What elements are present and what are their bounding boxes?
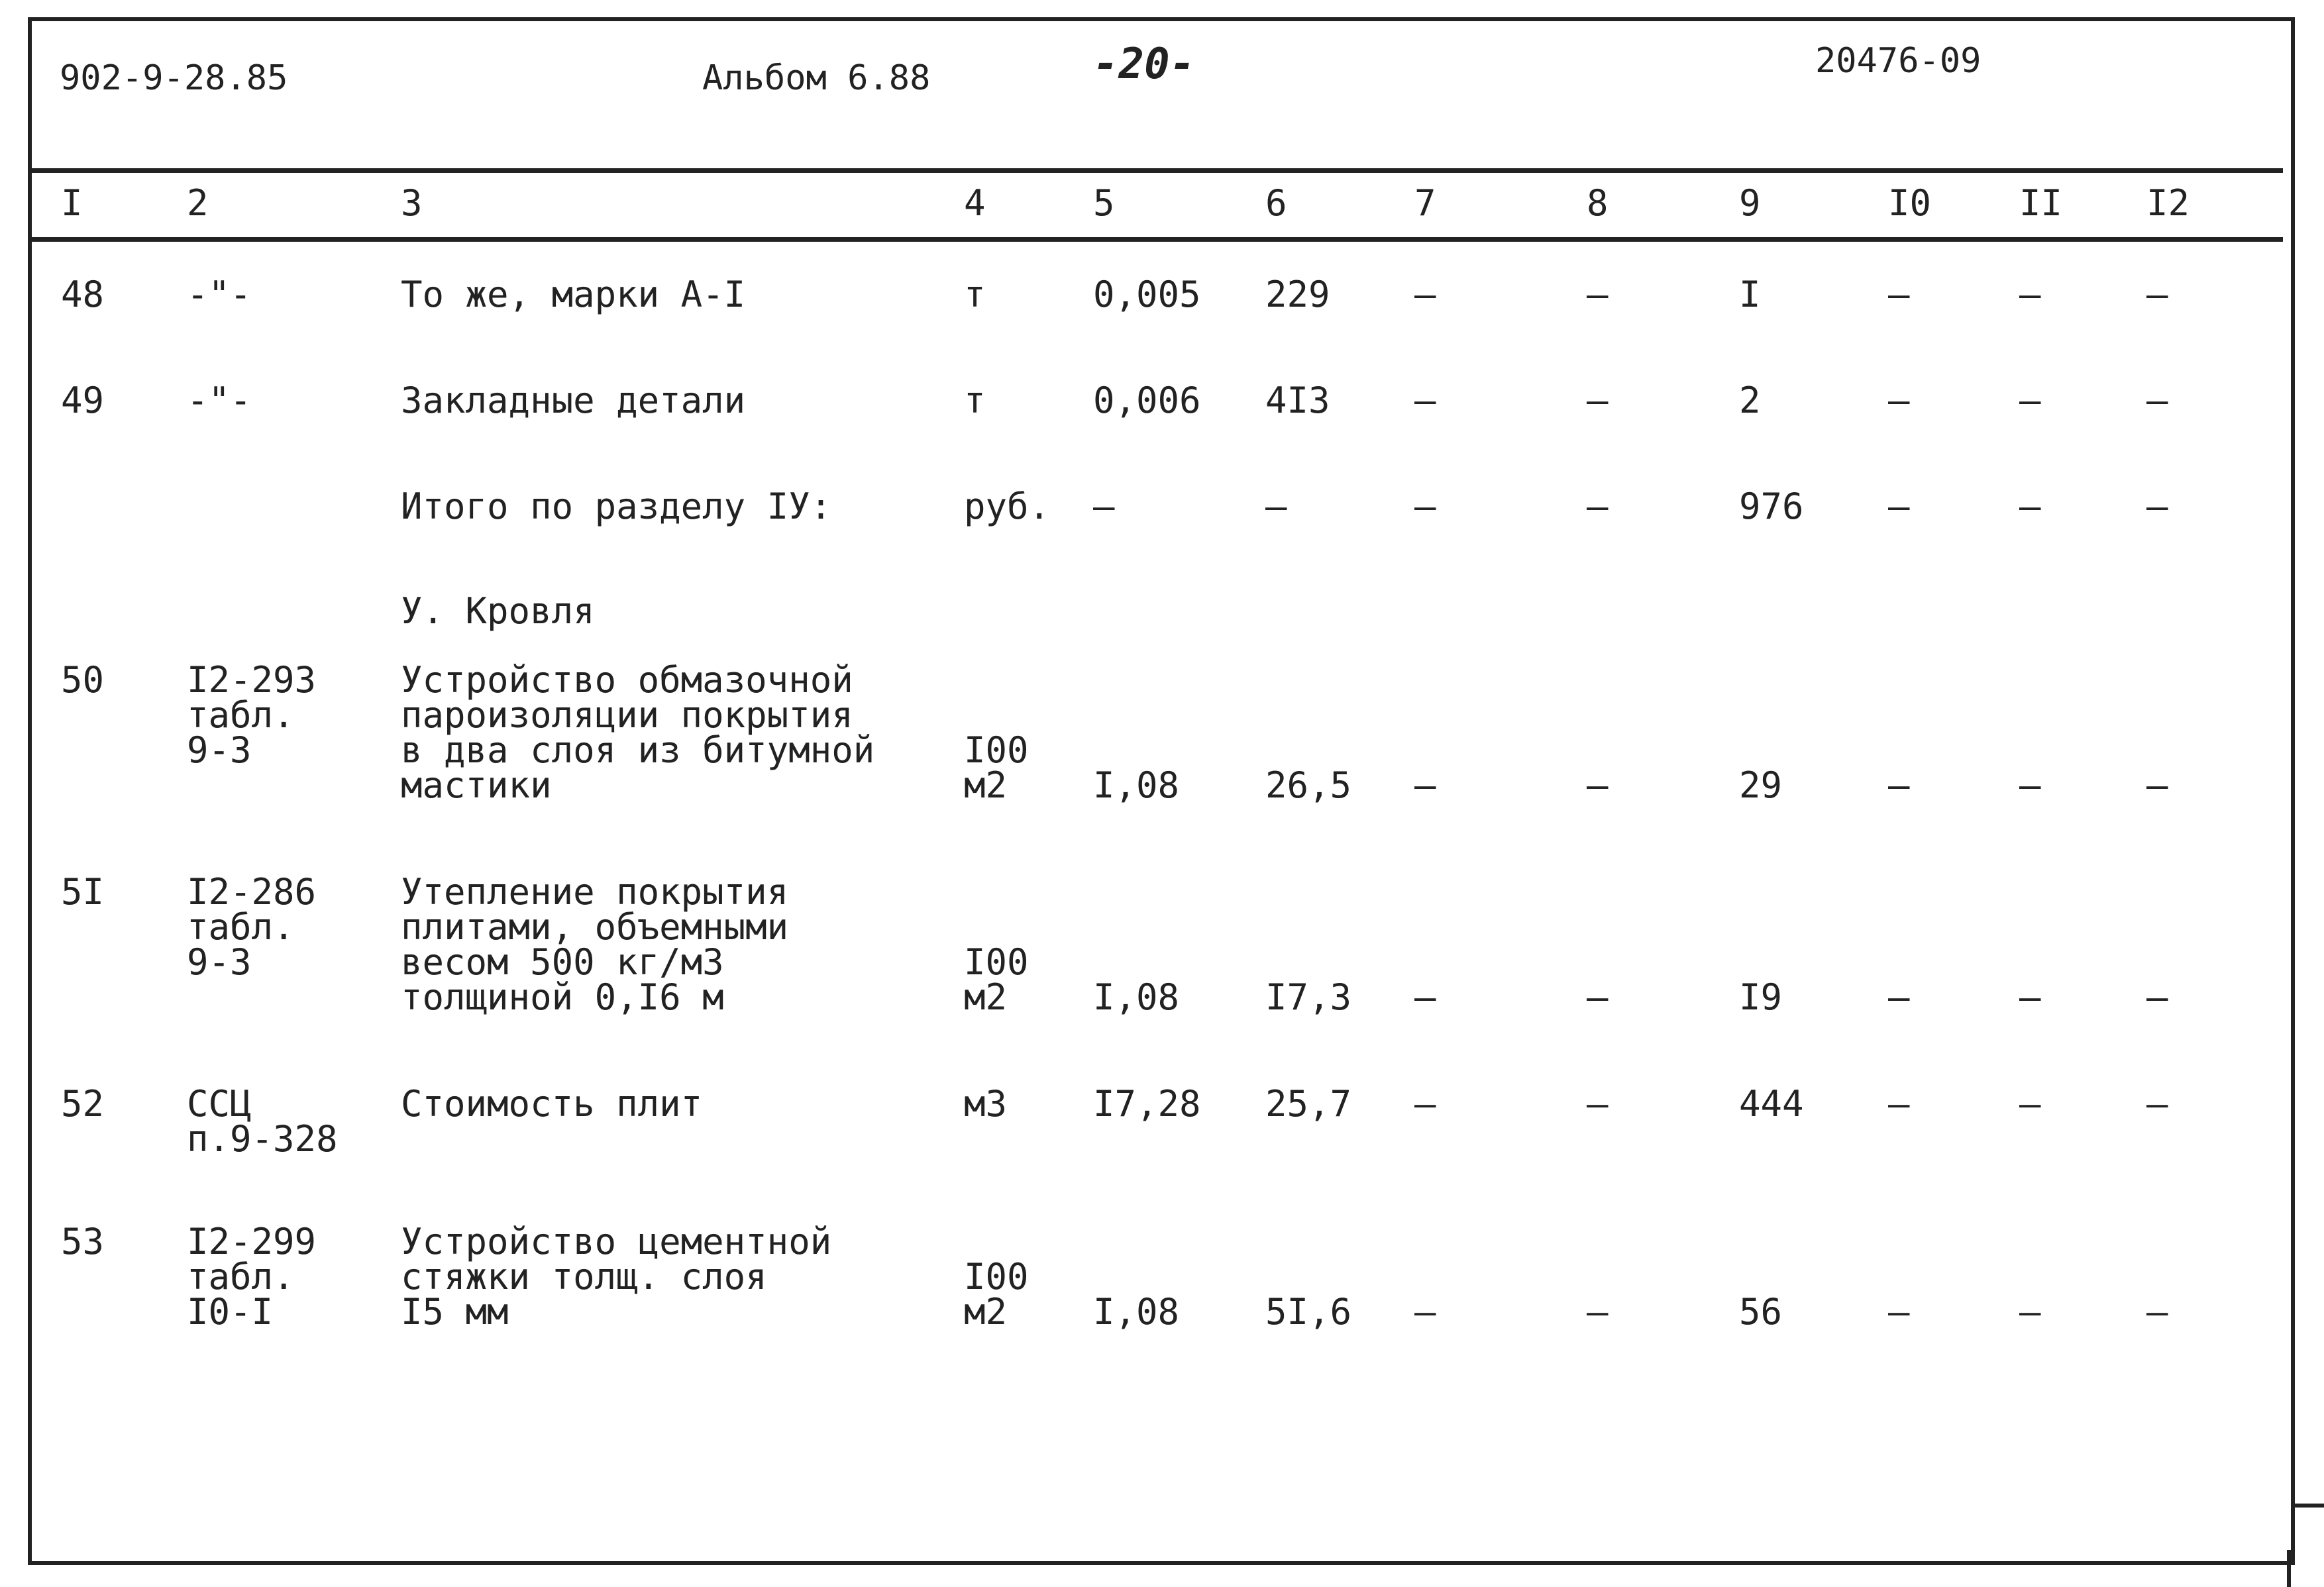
margin-tick-bottom — [2287, 1550, 2291, 1587]
cell-name: Стоимость плит — [401, 1083, 703, 1125]
cell-name: Закладные детали — [401, 380, 746, 421]
cell-c12: – — [2146, 274, 2168, 315]
cell-n: 5I — [61, 871, 105, 913]
cell-c7: – — [1414, 486, 1436, 527]
cell-c11: – — [2019, 380, 2041, 421]
cell-c11: – — [2019, 274, 2041, 315]
cell-c10: – — [1888, 486, 1910, 527]
cell-c12: – — [2146, 1291, 2168, 1333]
cell-c12: – — [2146, 976, 2168, 1018]
cell-ref: I2-299 табл. I0-I — [187, 1221, 317, 1333]
cell-c5: I,08 — [1093, 1291, 1180, 1333]
cell-c10: – — [1888, 976, 1910, 1018]
cell-name: Устройство цементной стяжки толщ. слоя I5 мм — [401, 1221, 832, 1333]
cell-unit: т — [964, 380, 986, 421]
document-code: 902-9-28.85 — [60, 58, 288, 98]
column-header-7: 7 — [1414, 182, 1436, 224]
cell-c6: 26,5 — [1265, 764, 1352, 806]
margin-tick — [2291, 1504, 2324, 1508]
column-header-3: 3 — [401, 182, 423, 224]
cell-c10: – — [1888, 1291, 1910, 1333]
column-header-5: 5 — [1093, 182, 1115, 224]
cell-c6: 25,7 — [1265, 1083, 1352, 1125]
cell-unit: I00 м2 — [964, 729, 1029, 806]
cell-ref: I2-293 табл. 9-3 — [187, 659, 317, 771]
cell-c11: – — [2019, 1291, 2041, 1333]
cell-c11: – — [2019, 486, 2041, 527]
cell-c6: I7,3 — [1265, 976, 1352, 1018]
cell-c9: 444 — [1739, 1083, 1804, 1125]
cell-n: 49 — [61, 380, 105, 421]
cell-c8: – — [1587, 274, 1609, 315]
cell-c8: – — [1587, 1083, 1609, 1125]
cell-c9: I — [1739, 274, 1761, 315]
cell-c7: – — [1414, 976, 1436, 1018]
cell-c8: – — [1587, 1291, 1609, 1333]
cell-name: То же, марки А-I — [401, 274, 746, 315]
cell-c10: – — [1888, 764, 1910, 806]
cell-c6: 4I3 — [1265, 380, 1330, 421]
cell-c5: I,08 — [1093, 976, 1180, 1018]
cell-c7: – — [1414, 1291, 1436, 1333]
cell-ref: I2-286 табл. 9-3 — [187, 871, 317, 983]
cell-c5: I7,28 — [1093, 1083, 1201, 1125]
column-header-1: I — [61, 182, 83, 224]
cell-name: Устройство обмазочной пароизоляции покрытия в два слоя из битумной мастики — [401, 659, 875, 806]
column-header-12: I2 — [2146, 182, 2190, 224]
cell-n: 52 — [61, 1083, 105, 1125]
document-number: 20476-09 — [1815, 41, 1981, 81]
cell-unit: I00 м2 — [964, 941, 1029, 1018]
cell-c9: 56 — [1739, 1291, 1783, 1333]
cell-c6: – — [1265, 486, 1287, 527]
page-number: -20- — [1093, 40, 1196, 89]
column-header-8: 8 — [1587, 182, 1609, 224]
cell-unit: т — [964, 274, 986, 315]
cell-unit: руб. — [964, 486, 1051, 527]
cell-c6: 5I,6 — [1265, 1291, 1352, 1333]
column-header-9: 9 — [1739, 182, 1761, 224]
cell-c9: 29 — [1739, 764, 1783, 806]
cell-c10: – — [1888, 1083, 1910, 1125]
column-header-11: II — [2019, 182, 2063, 224]
cell-c5: 0,006 — [1093, 380, 1201, 421]
album-label: Альбом 6.88 — [702, 58, 931, 98]
cell-c5: I,08 — [1093, 764, 1180, 806]
cell-c10: – — [1888, 380, 1910, 421]
cell-c9: 2 — [1739, 380, 1761, 421]
cell-ref: -"- — [187, 274, 252, 315]
cell-c12: – — [2146, 486, 2168, 527]
header-bottom-rule — [32, 237, 2283, 242]
cell-c7: – — [1414, 380, 1436, 421]
cell-c11: – — [2019, 764, 2041, 806]
cell-c7: – — [1414, 764, 1436, 806]
cell-c12: – — [2146, 380, 2168, 421]
column-header-10: I0 — [1888, 182, 1932, 224]
table-top-rule — [32, 168, 2283, 173]
cell-ref: ССЦ п.9-328 — [187, 1083, 338, 1160]
cell-name: Итого по разделу IУ: — [401, 486, 832, 527]
cell-n: 53 — [61, 1221, 105, 1262]
cell-ref: -"- — [187, 380, 252, 421]
cell-n: 48 — [61, 274, 105, 315]
cell-c7: – — [1414, 1083, 1436, 1125]
cell-c5: – — [1093, 486, 1115, 527]
cell-c8: – — [1587, 486, 1609, 527]
cell-c5: 0,005 — [1093, 274, 1201, 315]
cell-c12: – — [2146, 764, 2168, 806]
cell-name: Утепление покрытия плитами, объемными весом 500 кг/м3 толщиной 0,I6 м — [401, 871, 789, 1018]
cell-unit: I00 м2 — [964, 1256, 1029, 1333]
cell-c10: – — [1888, 274, 1910, 315]
cell-c11: – — [2019, 1083, 2041, 1125]
cell-c9: I9 — [1739, 976, 1783, 1018]
cell-c6: 229 — [1265, 274, 1330, 315]
cell-unit: м3 — [964, 1083, 1008, 1125]
cell-c12: – — [2146, 1083, 2168, 1125]
cell-c8: – — [1587, 380, 1609, 421]
column-header-2: 2 — [187, 182, 209, 224]
cell-c8: – — [1587, 764, 1609, 806]
cell-name: У. Кровля — [401, 590, 595, 632]
cell-c8: – — [1587, 976, 1609, 1018]
cell-c7: – — [1414, 274, 1436, 315]
cell-c11: – — [2019, 976, 2041, 1018]
column-header-6: 6 — [1265, 182, 1287, 224]
cell-n: 50 — [61, 659, 105, 701]
cell-c9: 976 — [1739, 486, 1804, 527]
column-header-4: 4 — [964, 182, 986, 224]
